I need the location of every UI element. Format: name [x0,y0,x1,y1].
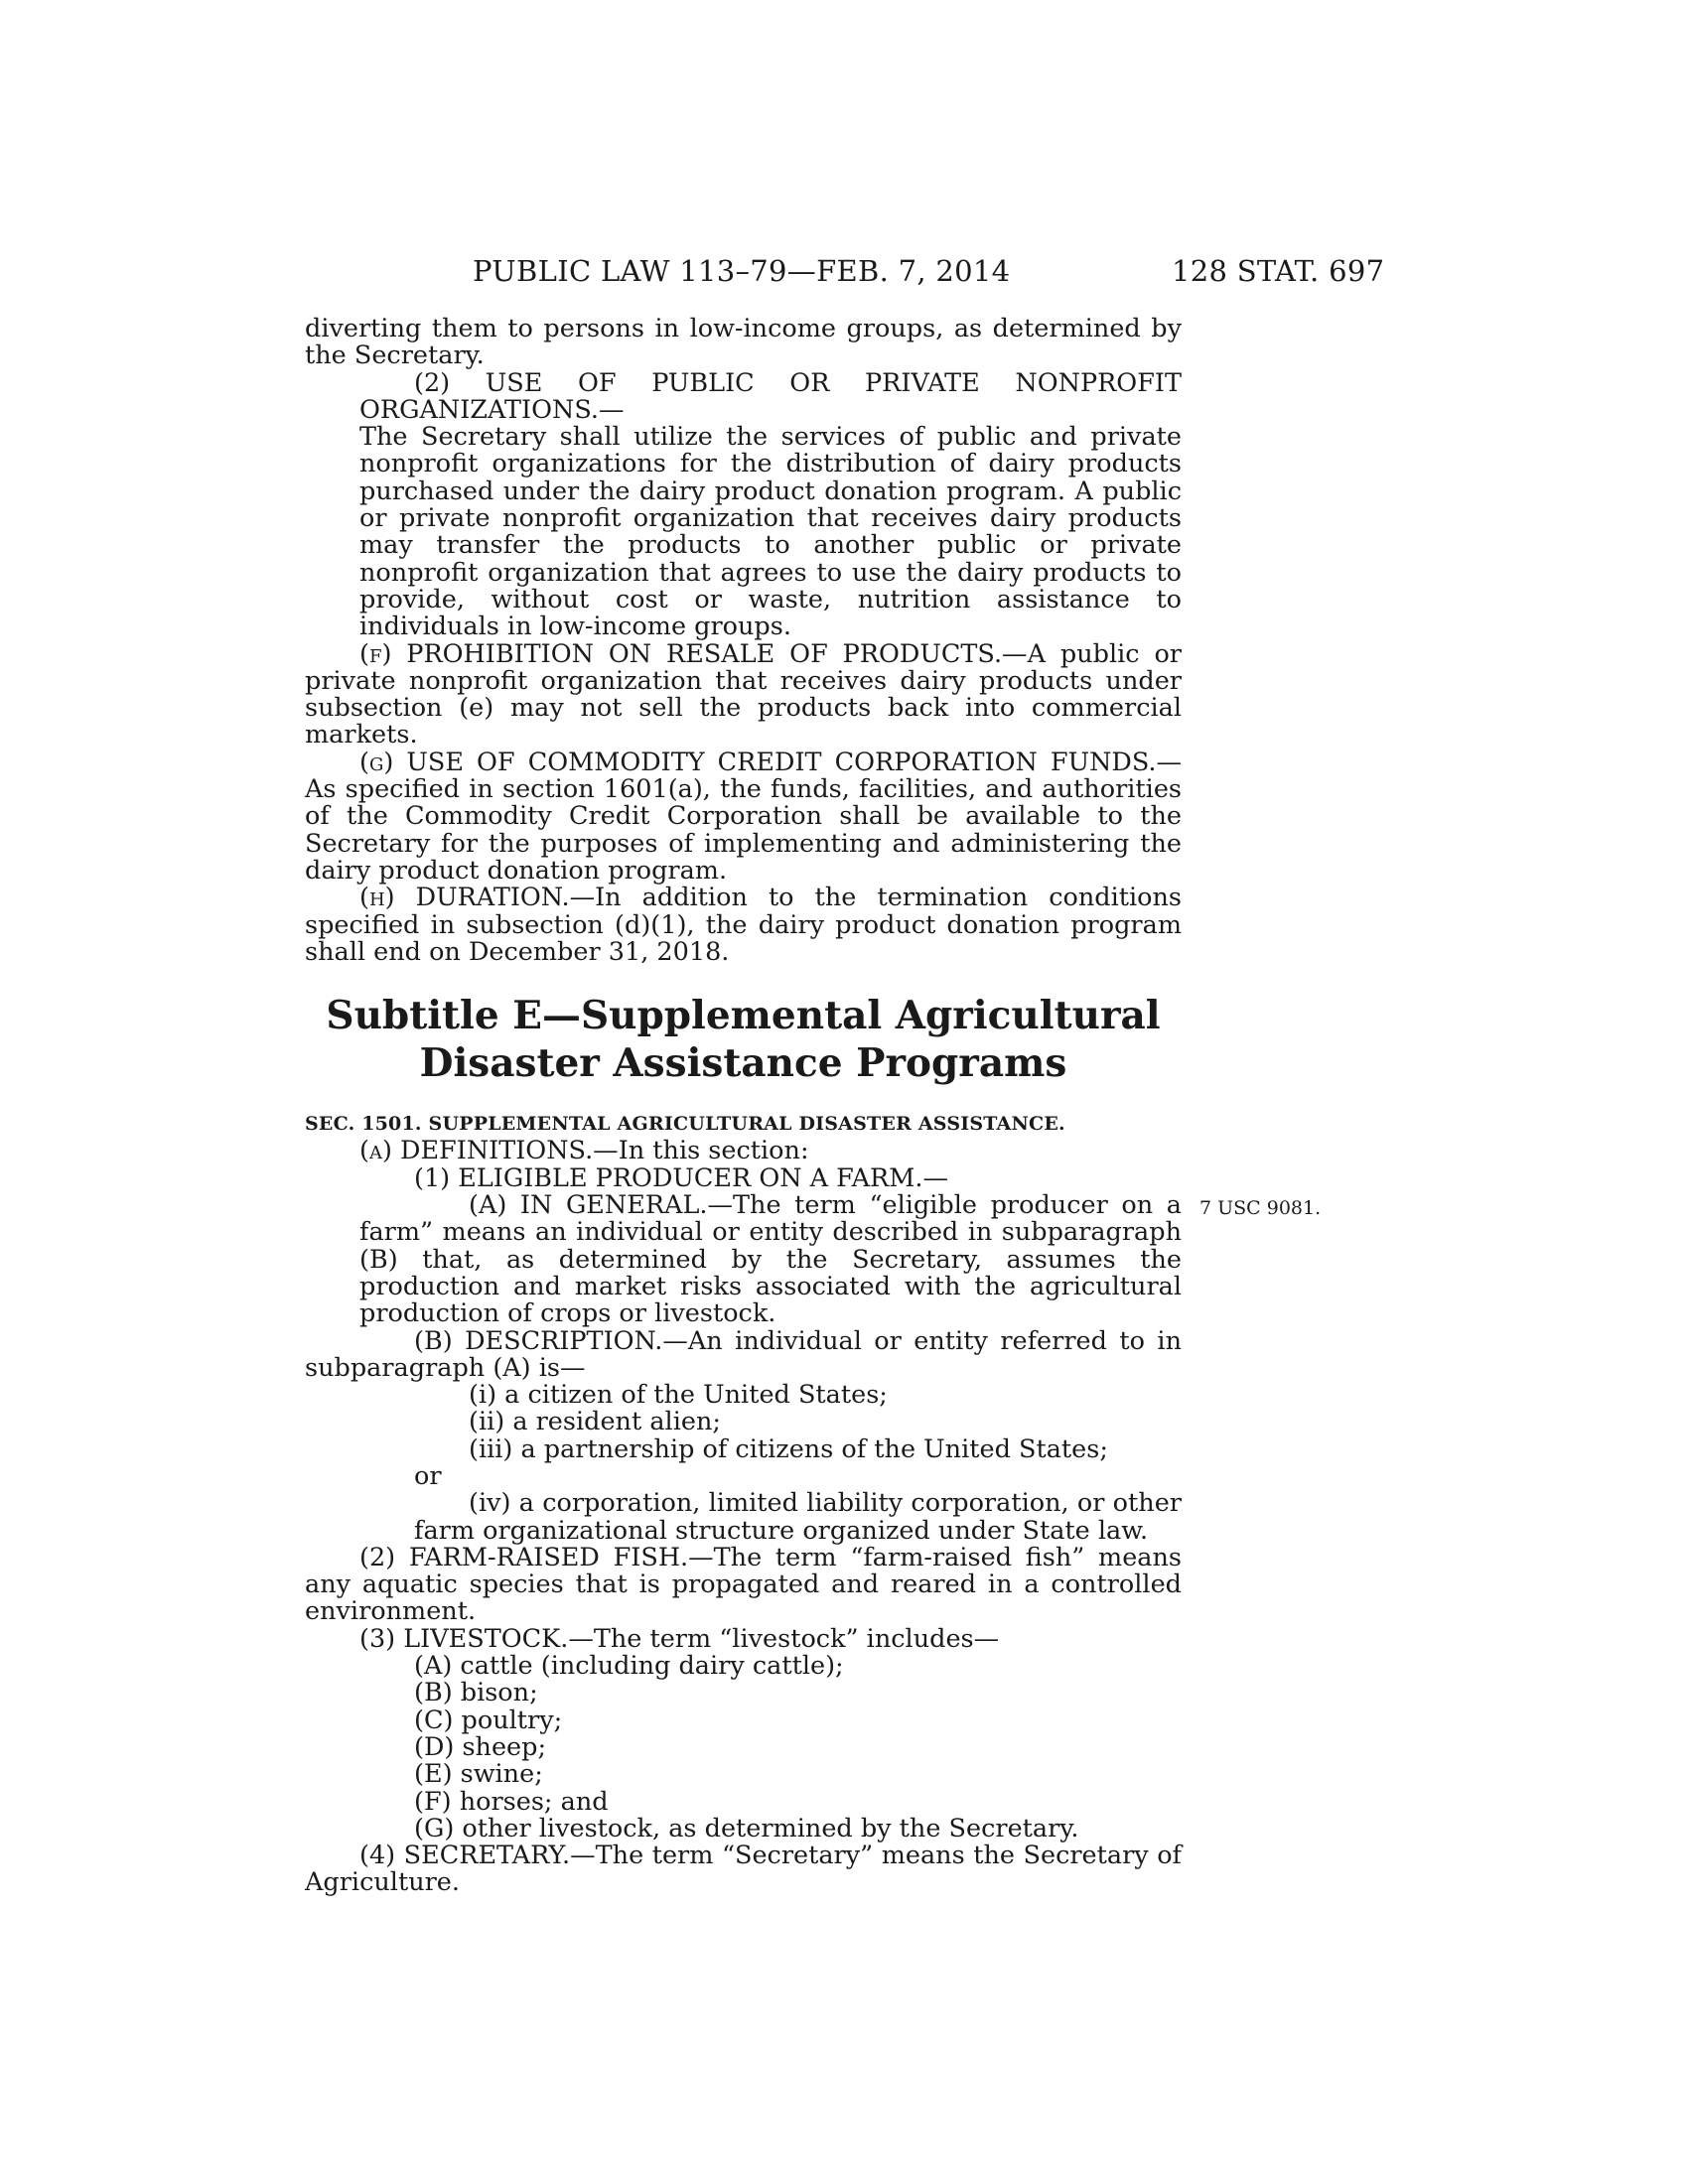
heading-a1: (1) ELIGIBLE PRODUCER ON A FARM.— [414,1162,948,1193]
subtitle-line-2: Disaster Assistance Programs [419,1040,1067,1087]
heading-a3: (3) LIVESTOCK.— [359,1623,594,1654]
clause-iv: (iv) a corporation, limited liability corporation, or other farm organizational structure organized under State law. [414,1488,1182,1546]
paragraph-a2 [305,1542,1183,1627]
paragraph-h [305,885,1182,966]
body-a: In this section: [618,1136,809,1166]
clause-or: or [414,1460,442,1491]
body-a2: The term “farm-raised fish” means any aquatic species that is propagated and reared in a controlled environment. [305,1542,1183,1627]
heading-e2: (2) USE OF PUBLIC OR PRIVATE NONPROFIT ORGANIZATIONS.— [359,367,1182,425]
livestock-item-C: (C) poultry; [414,1705,563,1735]
paragraph-continuation: diverting them to persons in low-income groups, as determined by the Secretary. [305,314,1182,371]
body-a3: The term “livestock” includes— [593,1623,1000,1654]
heading-a4: (4) SECRETARY.— [359,1841,596,1871]
heading-a2: (2) FARM-RAISED FISH.— [359,1542,714,1572]
livestock-item-E: (E) swine; [414,1759,543,1790]
running-header-law: PUBLIC LAW 113–79—FEB. 7, 2014 [473,254,1011,288]
clause-ii: (ii) a resident alien; [469,1407,721,1437]
livestock-item-D: (D) sheep; [414,1731,547,1762]
body-f: A public or private nonprofit organization that receives dairy products under subsection (e) may not sell the products back into commercial markets. [305,638,1182,751]
body-a1A: The term “eligible producer on a farm” means an individual or entity described in subparagraph (B) that, as determined by the Secretary, assumes the production and market risks associated with the agricultural production of crops or livestock. [359,1190,1182,1329]
body-a1B: An individual or entity referred to in subparagraph (A) is— [305,1325,1182,1383]
body-a4: The term “Secretary” means the Secretary of Agriculture. [305,1841,1182,1898]
livestock-item-G: (G) other livestock, as determined by the Secretary. [414,1813,1079,1843]
clause-i: (i) a citizen of the United States; [469,1380,888,1411]
running-header-stat: 128 STAT. 697 [1172,254,1385,288]
paragraph-a1A [305,1192,1182,1327]
section-heading: SEC. 1501. SUPPLEMENTAL AGRICULTURAL DISASTER ASSISTANCE. [305,1113,1065,1136]
paragraph-a3 [305,1623,1182,1654]
body-h: In addition to the termination conditions specified in subsection (d)(1), the dairy product donation program shall end on December 31, 2018. [305,883,1182,967]
paragraph-a4 [305,1843,1182,1897]
body-g: As specified in section 1601(a), the funds, facilities, and authorities of the Commodity Credit Corporation shall be available to the Secretary for the purposes of implementing and administering the dairy product donation program. [305,774,1182,886]
subtitle-line-1: Subtitle E—Supplemental Agricultural [326,993,1161,1039]
heading-h: (h) DURATION.— [359,883,596,913]
heading-a1A: (A) IN GENERAL.— [469,1190,734,1221]
paragraph-f [305,638,1182,751]
livestock-item-B: (B) bison; [414,1678,538,1708]
heading-g: (g) USE OF COMMODITY CREDIT CORPORATION FUNDS.— [359,747,1182,777]
page-body [305,316,1182,1897]
subtitle-heading [305,992,1182,1087]
margin-citation: 7 USC 9081. [1199,1197,1322,1219]
paragraph-a [305,1138,1182,1164]
paragraph-a1B [305,1325,1182,1383]
livestock-item-F: (F) horses; and [414,1786,609,1817]
clause-iii: (iii) a partnership of citizens of the United States; [469,1433,1108,1464]
heading-a: (a) DEFINITIONS.— [359,1136,619,1166]
paragraph-g [305,747,1182,886]
paragraph-e2-body: The Secretary shall utilize the services of public and private nonprofit organizations for the distribution of dairy products purchased under the dairy product donation program. A public or private nonprofit organization that receives dairy products may transfer the products to another public or private nonprofit organization that agrees to use the dairy products to provide, without cost or waste, nutrition assistance to individuals in low-income groups. [359,422,1182,642]
heading-f: (f) PROHIBITION ON RESALE OF PRODUCTS.— [359,638,1028,669]
heading-a1B: (B) DESCRIPTION.— [414,1325,688,1356]
paragraph-e2 [305,367,1182,425]
livestock-item-A: (A) cattle (including dairy cattle); [414,1651,844,1682]
paragraph-a1 [305,1162,1182,1193]
